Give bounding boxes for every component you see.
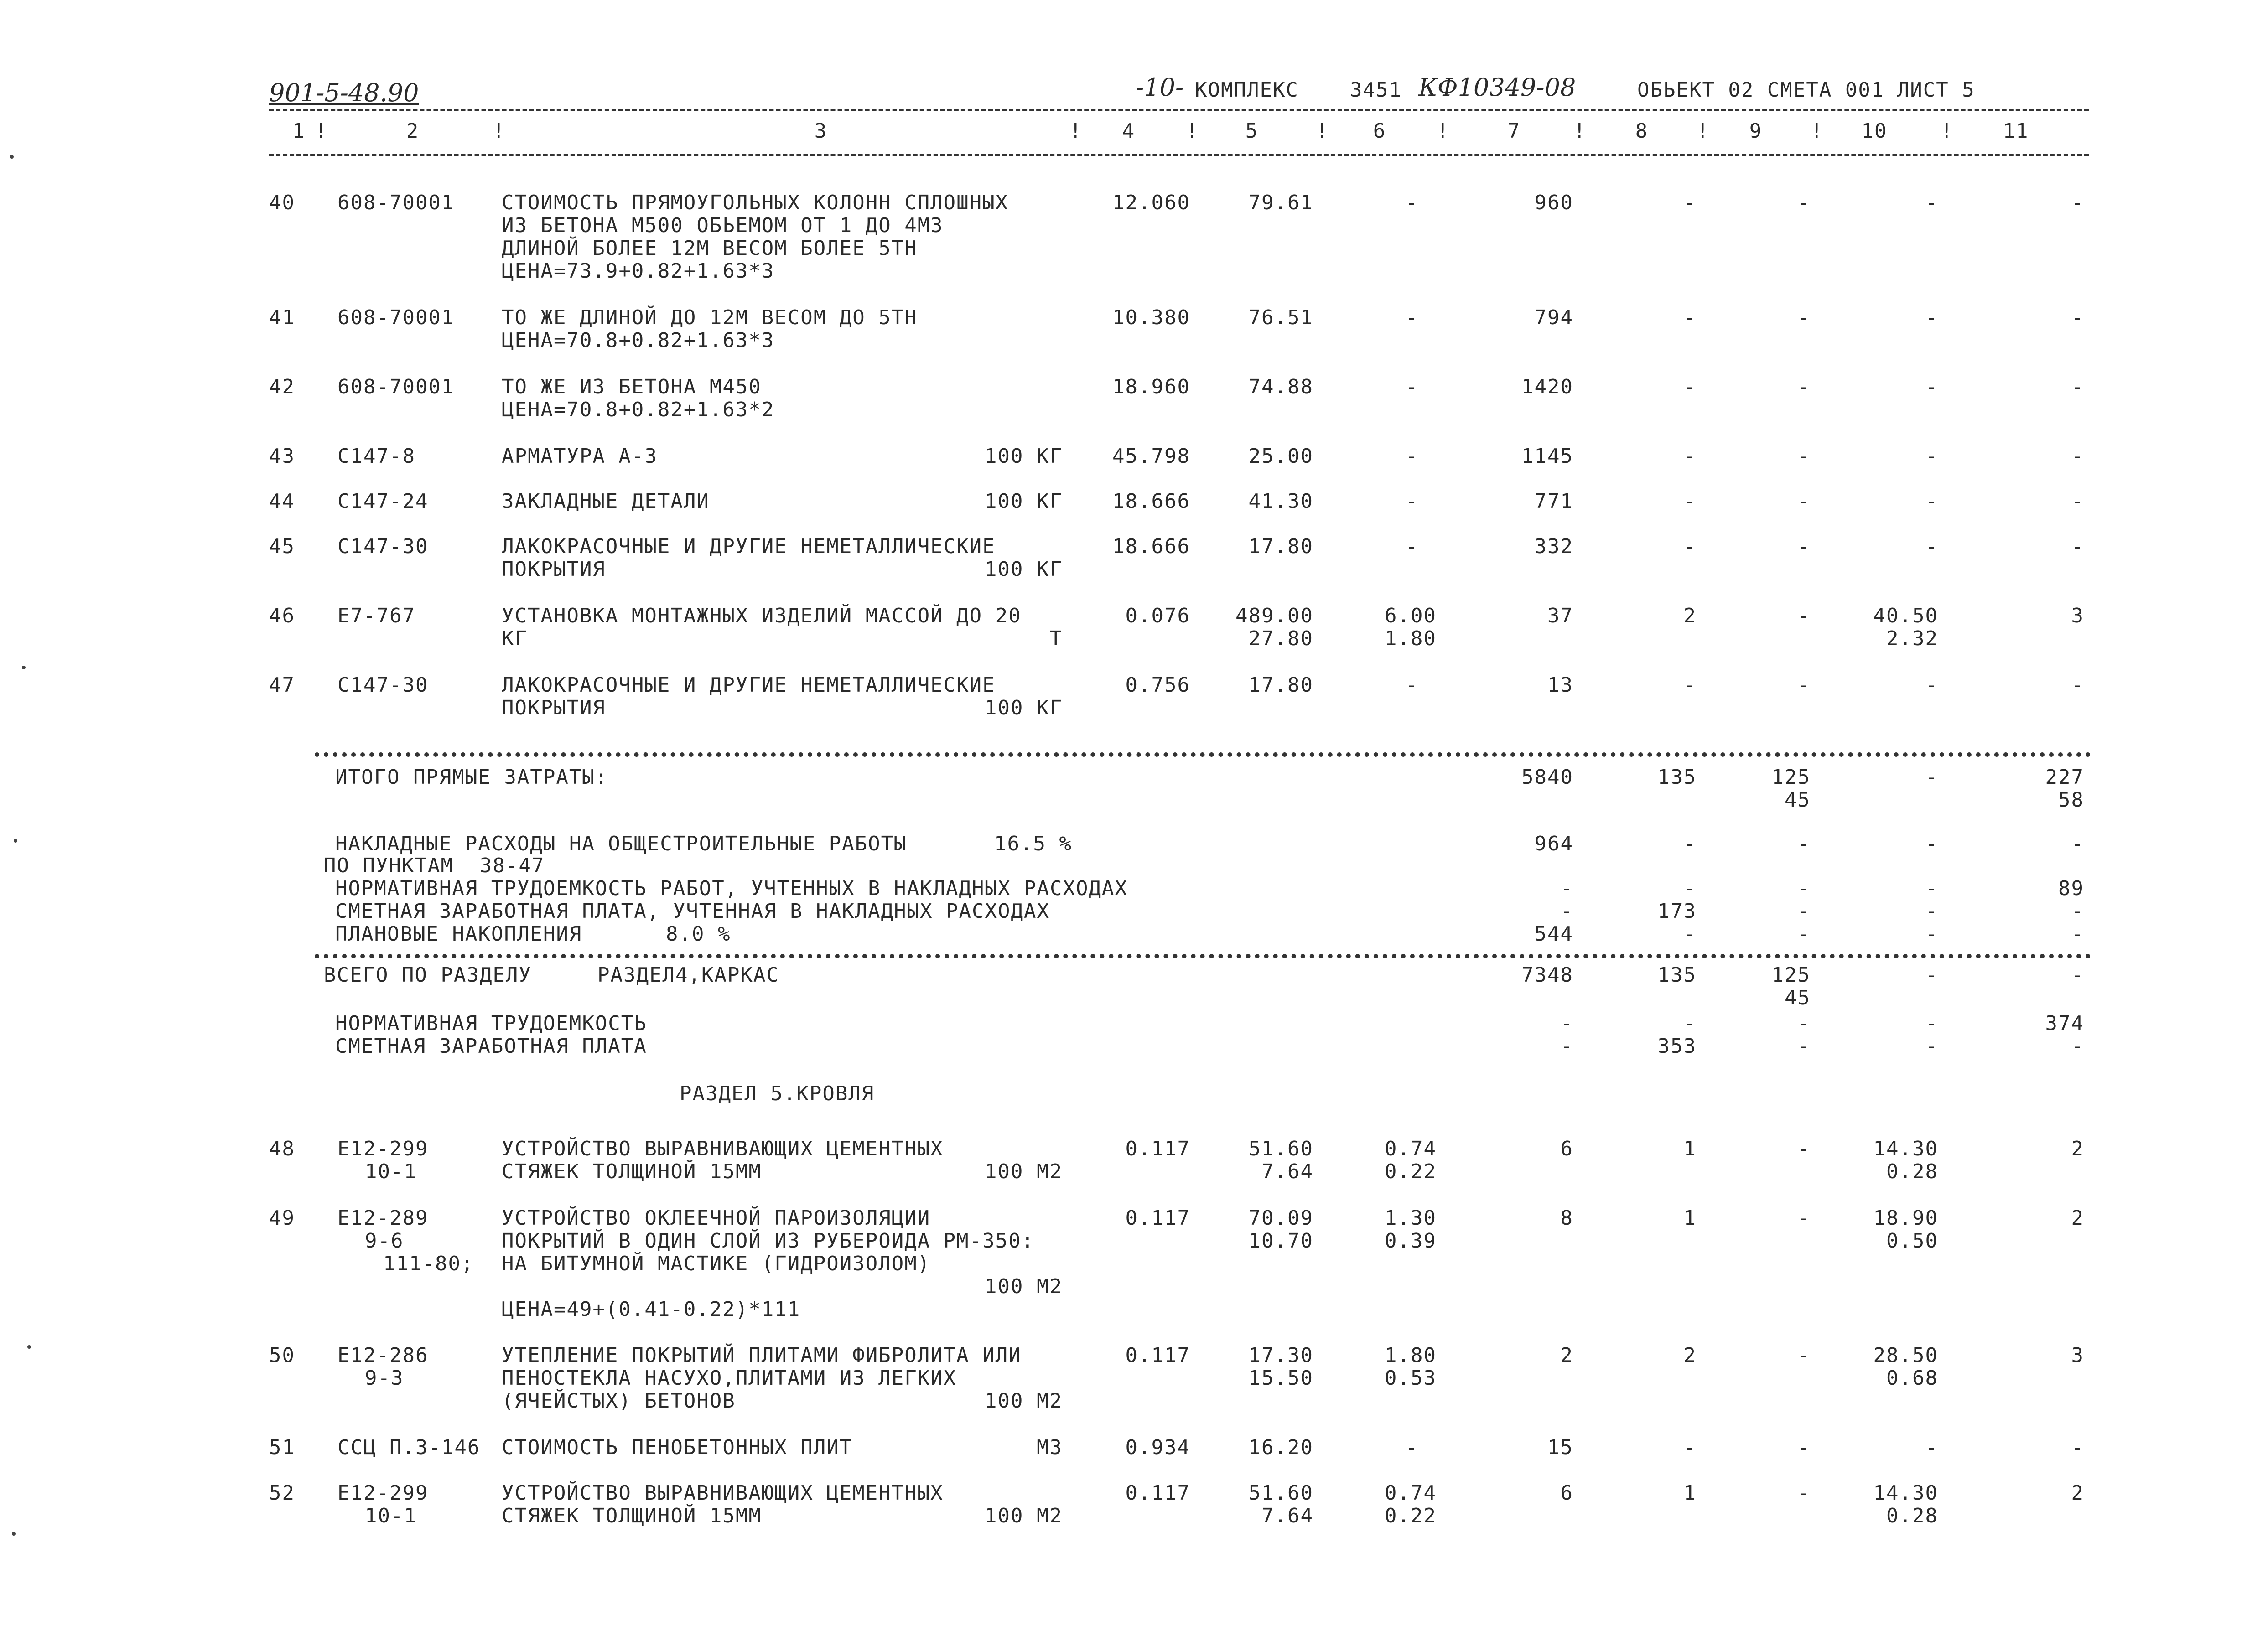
col4-quantity: 0.117 <box>1125 1206 1190 1230</box>
row-description: ИЗ БЕТОНА М500 ОБЬЕМОМ ОТ 1 ДО 4М3 <box>502 214 944 237</box>
row-code: 608-70001 <box>337 191 455 214</box>
row-unit: 100 М2 <box>985 1275 1063 1298</box>
col8-value: 1 <box>1683 1481 1697 1505</box>
col6-value: 0.39 <box>1385 1229 1437 1253</box>
col11-value: - <box>2071 490 2084 513</box>
col9-value: - <box>1797 1137 1811 1160</box>
col10-value: 0.50 <box>1886 1229 1938 1253</box>
col7-total: 332 <box>1534 535 1573 558</box>
row-description: АРМАТУРА А-3 <box>502 445 658 468</box>
row-number: 44 <box>269 490 295 513</box>
row-description: ЦЕНА=73.9+0.82+1.63*3 <box>502 259 775 283</box>
overhead-percent: 16.5 % <box>994 832 1072 855</box>
doc-code-handwritten: КФ10349-08 <box>1418 73 1576 102</box>
col4-quantity: 0.117 <box>1125 1344 1190 1367</box>
column-number: 9 <box>1749 119 1763 143</box>
col5-price: 41.30 <box>1248 490 1313 513</box>
col5-price: 16.20 <box>1248 1436 1313 1459</box>
total-c11: - <box>2071 1035 2084 1058</box>
col5-price: 7.64 <box>1261 1160 1313 1183</box>
row-number: 50 <box>269 1344 295 1367</box>
row-description: ПЕНОСТЕКЛА НАСУХО,ПЛИТАМИ ИЗ ЛЕГКИХ <box>502 1367 957 1390</box>
row-number: 52 <box>269 1481 295 1505</box>
norm-labor-overhead-label: НОРМАТИВНАЯ ТРУДОЕМКОСТЬ РАБОТ, УЧТЕННЫХ В НАКЛАДНЫХ РАСХОДАХ <box>335 877 1128 900</box>
total-c8: 353 <box>1657 1035 1697 1058</box>
row-description: УСТРОЙСТВО ВЫРАВНИВАЮЩИХ ЦЕМЕНТНЫХ <box>502 1137 944 1160</box>
row-unit: М3 <box>1037 1436 1063 1459</box>
header-divider-top <box>269 109 2089 111</box>
total-c7: - <box>1560 1035 1573 1058</box>
col6-value: 0.53 <box>1385 1367 1437 1390</box>
col8-value: - <box>1683 535 1697 558</box>
column-separator: ! <box>1316 119 1329 143</box>
col9-value: - <box>1797 535 1811 558</box>
row-code: 111-80; <box>383 1252 474 1275</box>
total-c9: 125 <box>1771 963 1811 987</box>
total-c10: - <box>1925 963 1938 987</box>
col7-total: 960 <box>1534 191 1573 214</box>
col8-value: 2 <box>1683 604 1697 627</box>
object-estimate-sheet: ОБЬЕКТ 02 СМЕТА 001 ЛИСТ 5 <box>1637 78 1975 102</box>
col10-value: 0.68 <box>1886 1367 1938 1390</box>
total-c9: - <box>1797 877 1811 900</box>
col4-quantity: 18.666 <box>1112 535 1190 558</box>
row-code: ССЦ П.3-146 <box>337 1436 481 1459</box>
total-c10: - <box>1925 766 1938 789</box>
section-total-name: РАЗДЕЛ4,КАРКАС <box>597 963 779 987</box>
row-number: 48 <box>269 1137 295 1160</box>
total-c10: - <box>1925 922 1938 946</box>
total-c8: - <box>1683 1012 1697 1035</box>
total-c11: 58 <box>2058 788 2084 812</box>
col11-value: 3 <box>2071 604 2084 627</box>
col4-quantity: 18.666 <box>1112 490 1190 513</box>
col8-value: - <box>1683 1436 1697 1459</box>
column-separator: ! <box>1069 119 1083 143</box>
total-c7: 5840 <box>1521 766 1573 789</box>
section-total-dotted-divider <box>315 954 2091 958</box>
row-unit: 100 М2 <box>985 1504 1063 1527</box>
col9-value: - <box>1797 1206 1811 1230</box>
column-number: 7 <box>1507 119 1521 143</box>
col5-price: 7.64 <box>1261 1504 1313 1527</box>
col9-value: - <box>1797 375 1811 399</box>
col10-value: 0.28 <box>1886 1504 1938 1527</box>
row-description: УСТРОЙСТВО ВЫРАВНИВАЮЩИХ ЦЕМЕНТНЫХ <box>502 1481 944 1505</box>
row-code: С147-30 <box>337 535 429 558</box>
col7-total: 37 <box>1547 604 1573 627</box>
col11-value: - <box>2071 306 2084 329</box>
row-number: 47 <box>269 673 295 697</box>
total-c7: 544 <box>1534 922 1573 946</box>
col11-value: - <box>2071 535 2084 558</box>
col6-value: 0.22 <box>1385 1160 1437 1183</box>
col11-value: 3 <box>2071 1344 2084 1367</box>
row-number: 45 <box>269 535 295 558</box>
scan-speck <box>10 155 14 159</box>
column-separator: ! <box>493 119 506 143</box>
row-description: ДЛИНОЙ БОЛЕЕ 12М ВЕСОМ БОЛЕЕ 5ТН <box>502 237 918 260</box>
complex-label: КОМПЛЕКС <box>1195 78 1299 102</box>
column-number: 6 <box>1373 119 1386 143</box>
column-separator: ! <box>1697 119 1710 143</box>
total-c9: 45 <box>1785 986 1811 1010</box>
by-items-label: ПО ПУНКТАМ 38-47 <box>324 854 545 877</box>
col4-quantity: 0.934 <box>1125 1436 1190 1459</box>
total-c9: 125 <box>1771 766 1811 789</box>
col5-price: 15.50 <box>1248 1367 1313 1390</box>
col5-price: 27.80 <box>1248 627 1313 650</box>
col10-value: 40.50 <box>1873 604 1938 627</box>
total-c10: - <box>1925 1012 1938 1035</box>
col10-value: - <box>1925 191 1938 214</box>
col11-value: - <box>2071 375 2084 399</box>
col4-quantity: 0.117 <box>1125 1137 1190 1160</box>
col6-value: - <box>1405 535 1418 558</box>
col7-total: 2 <box>1560 1344 1573 1367</box>
row-description: ЛАКОКРАСОЧНЫЕ И ДРУГИЕ НЕМЕТАЛЛИЧЕСКИЕ <box>502 673 996 697</box>
row-description: УТЕПЛЕНИЕ ПОКРЫТИЙ ПЛИТАМИ ФИБРОЛИТА ИЛИ <box>502 1344 1022 1367</box>
col5-price: 51.60 <box>1248 1137 1313 1160</box>
col5-price: 17.80 <box>1248 535 1313 558</box>
total-c10: - <box>1925 877 1938 900</box>
col8-value: - <box>1683 445 1697 468</box>
row-description: УСТРОЙСТВО ОКЛЕЕЧНОЙ ПАРОИЗОЛЯЦИИ <box>502 1206 931 1230</box>
col6-value: 1.30 <box>1385 1206 1437 1230</box>
col5-price: 51.60 <box>1248 1481 1313 1505</box>
col8-value: - <box>1683 375 1697 399</box>
row-number: 42 <box>269 375 295 399</box>
col10-value: - <box>1925 673 1938 697</box>
col7-total: 15 <box>1547 1436 1573 1459</box>
header-divider-bottom <box>269 154 2089 156</box>
row-unit: 100 М2 <box>985 1389 1063 1413</box>
column-number: 1 <box>292 119 306 143</box>
col10-value: - <box>1925 1436 1938 1459</box>
col7-total: 1420 <box>1521 375 1573 399</box>
col5-price: 17.30 <box>1248 1344 1313 1367</box>
row-number: 51 <box>269 1436 295 1459</box>
col11-value: - <box>2071 191 2084 214</box>
col9-value: - <box>1797 306 1811 329</box>
row-description: ЦЕНА=70.8+0.82+1.63*3 <box>502 329 775 352</box>
row-code: 9-3 <box>365 1367 404 1390</box>
totals-dotted-divider <box>315 752 2091 757</box>
row-code: Е12-299 <box>337 1481 429 1505</box>
total-c8: - <box>1683 877 1697 900</box>
total-c9: - <box>1797 1035 1811 1058</box>
scan-speck <box>22 666 26 669</box>
row-description: ЦЕНА=70.8+0.82+1.63*2 <box>502 398 775 421</box>
total-c11: - <box>2071 900 2084 923</box>
row-description: СТОИМОСТЬ ПЕНОБЕТОННЫХ ПЛИТ <box>502 1436 853 1459</box>
row-description: НА БИТУМНОЙ МАСТИКЕ (ГИДРОИЗОЛОМ) <box>502 1252 931 1275</box>
col7-total: 794 <box>1534 306 1573 329</box>
row-description: ТО ЖЕ ДЛИНОЙ ДО 12М ВЕСОМ ДО 5ТН <box>502 306 918 329</box>
scan-speck <box>27 1345 31 1349</box>
total-c10: - <box>1925 1035 1938 1058</box>
total-c7: 7348 <box>1521 963 1573 987</box>
col6-value: - <box>1405 375 1418 399</box>
col5-price: 74.88 <box>1248 375 1313 399</box>
total-c8: - <box>1683 922 1697 946</box>
section5-title: РАЗДЕЛ 5.КРОВЛЯ <box>680 1082 875 1105</box>
row-unit: 100 КГ <box>985 558 1063 581</box>
row-description: УСТАНОВКА МОНТАЖНЫХ ИЗДЕЛИЙ МАССОЙ ДО 20 <box>502 604 1022 627</box>
total-c11: 227 <box>2045 766 2084 789</box>
col5-price: 25.00 <box>1248 445 1313 468</box>
col6-value: 0.74 <box>1385 1481 1437 1505</box>
col4-quantity: 10.380 <box>1112 306 1190 329</box>
total-c9: - <box>1797 922 1811 946</box>
row-code: Е12-289 <box>337 1206 429 1230</box>
total-c11: - <box>2071 922 2084 946</box>
col4-quantity: 18.960 <box>1112 375 1190 399</box>
col6-value: - <box>1405 673 1418 697</box>
col5-price: 489.00 <box>1235 604 1313 627</box>
col7-total: 771 <box>1534 490 1573 513</box>
col10-value: 14.30 <box>1873 1481 1938 1505</box>
col9-value: - <box>1797 191 1811 214</box>
row-unit: 100 КГ <box>985 445 1063 468</box>
column-separator: ! <box>1811 119 1824 143</box>
complex-number: 3451 <box>1350 78 1402 102</box>
total-c11: - <box>2071 963 2084 987</box>
row-code: С147-30 <box>337 673 429 697</box>
row-unit: 100 КГ <box>985 696 1063 720</box>
col9-value: - <box>1797 1436 1811 1459</box>
total-c9: - <box>1797 832 1811 855</box>
section-wage-label: СМЕТНАЯ ЗАРАБОТНАЯ ПЛАТА <box>335 1035 647 1058</box>
col4-quantity: 0.117 <box>1125 1481 1190 1505</box>
total-c11: 89 <box>2058 877 2084 900</box>
col11-value: 2 <box>2071 1137 2084 1160</box>
row-number: 49 <box>269 1206 295 1230</box>
row-code: Е12-299 <box>337 1137 429 1160</box>
col10-value: 0.28 <box>1886 1160 1938 1183</box>
col6-value: - <box>1405 490 1418 513</box>
row-unit: 100 М2 <box>985 1160 1063 1183</box>
total-c11: 374 <box>2045 1012 2084 1035</box>
total-c8: 173 <box>1657 900 1697 923</box>
row-description: ПОКРЫТИЯ <box>502 558 606 581</box>
row-description: ЛАКОКРАСОЧНЫЕ И ДРУГИЕ НЕМЕТАЛЛИЧЕСКИЕ <box>502 535 996 558</box>
doc-handwritten-code: 901-5-48.90 <box>269 78 419 107</box>
column-separator: ! <box>1186 119 1199 143</box>
col11-value: 2 <box>2071 1206 2084 1230</box>
row-code: Е12-286 <box>337 1344 429 1367</box>
col5-price: 17.80 <box>1248 673 1313 697</box>
total-c7: 964 <box>1534 832 1573 855</box>
col6-value: - <box>1405 1436 1418 1459</box>
col8-value: - <box>1683 490 1697 513</box>
planned-savings-label: ПЛАНОВЫЕ НАКОПЛЕНИЯ <box>335 922 582 946</box>
row-code: 608-70001 <box>337 306 455 329</box>
col11-value: - <box>2071 1436 2084 1459</box>
col4-quantity: 12.060 <box>1112 191 1190 214</box>
row-number: 46 <box>269 604 295 627</box>
col5-price: 79.61 <box>1248 191 1313 214</box>
row-unit: 100 КГ <box>985 490 1063 513</box>
column-number: 3 <box>814 119 828 143</box>
total-c9: - <box>1797 1012 1811 1035</box>
row-code: С147-8 <box>337 445 415 468</box>
col8-value: - <box>1683 191 1697 214</box>
column-separator: ! <box>315 119 328 143</box>
column-number: 2 <box>406 119 420 143</box>
col6-value: 1.80 <box>1385 627 1437 650</box>
col8-value: - <box>1683 673 1697 697</box>
direct-costs-label: ИТОГО ПРЯМЫЕ ЗАТРАТЫ: <box>335 766 608 789</box>
col9-value: - <box>1797 1481 1811 1505</box>
col9-value: - <box>1797 1344 1811 1367</box>
col10-value: - <box>1925 490 1938 513</box>
row-description: ПОКРЫТИЯ <box>502 696 606 720</box>
total-c8: 135 <box>1657 963 1697 987</box>
row-number: 40 <box>269 191 295 214</box>
planned-savings-percent: 8.0 % <box>666 922 731 946</box>
column-number: 5 <box>1245 119 1259 143</box>
col10-value: - <box>1925 445 1938 468</box>
column-number: 4 <box>1122 119 1136 143</box>
total-c10: - <box>1925 900 1938 923</box>
total-c8: 135 <box>1657 766 1697 789</box>
page-number: -10- <box>1136 73 1184 102</box>
row-description: СТЯЖЕК ТОЛЩИНОЙ 15ММ <box>502 1504 762 1527</box>
col10-value: 18.90 <box>1873 1206 1938 1230</box>
col6-value: 6.00 <box>1385 604 1437 627</box>
col10-value: - <box>1925 375 1938 399</box>
col5-price: 70.09 <box>1248 1206 1313 1230</box>
row-description: (ЯЧЕЙСТЫХ) БЕТОНОВ <box>502 1389 736 1413</box>
row-code: 9-6 <box>365 1229 404 1253</box>
col8-value: - <box>1683 306 1697 329</box>
row-description: ЗАКЛАДНЫЕ ДЕТАЛИ <box>502 490 710 513</box>
col4-quantity: 0.756 <box>1125 673 1190 697</box>
col5-price: 76.51 <box>1248 306 1313 329</box>
column-number: 10 <box>1861 119 1888 143</box>
row-description: СТОИМОСТЬ ПРЯМОУГОЛЬНЫХ КОЛОНН СПЛОШНЫХ <box>502 191 1009 214</box>
col10-value: 2.32 <box>1886 627 1938 650</box>
col6-value: 0.74 <box>1385 1137 1437 1160</box>
col10-value: 28.50 <box>1873 1344 1938 1367</box>
row-unit: Т <box>1049 627 1063 650</box>
col10-value: - <box>1925 306 1938 329</box>
column-number: 8 <box>1635 119 1649 143</box>
total-c10: - <box>1925 832 1938 855</box>
section-norm-labor-label: НОРМАТИВНАЯ ТРУДОЕМКОСТЬ <box>335 1012 647 1035</box>
col6-value: 1.80 <box>1385 1344 1437 1367</box>
total-c8: - <box>1683 832 1697 855</box>
column-separator: ! <box>1437 119 1450 143</box>
col7-total: 1145 <box>1521 445 1573 468</box>
total-c11: - <box>2071 832 2084 855</box>
col4-quantity: 45.798 <box>1112 445 1190 468</box>
col6-value: 0.22 <box>1385 1504 1437 1527</box>
col8-value: 1 <box>1683 1206 1697 1230</box>
column-number: 11 <box>2003 119 2029 143</box>
col5-price: 10.70 <box>1248 1229 1313 1253</box>
col10-value: 14.30 <box>1873 1137 1938 1160</box>
row-number: 41 <box>269 306 295 329</box>
scan-speck <box>12 1532 16 1536</box>
col9-value: - <box>1797 604 1811 627</box>
col6-value: - <box>1405 306 1418 329</box>
scan-speck <box>14 839 17 843</box>
row-description: ПОКРЫТИЙ В ОДИН СЛОЙ ИЗ РУБЕРОИДА РМ-350: <box>502 1229 1035 1253</box>
row-code: Е7-767 <box>337 604 415 627</box>
row-number: 43 <box>269 445 295 468</box>
col6-value: - <box>1405 445 1418 468</box>
col9-value: - <box>1797 445 1811 468</box>
col4-quantity: 0.076 <box>1125 604 1190 627</box>
col11-value: - <box>2071 445 2084 468</box>
total-c7: - <box>1560 900 1573 923</box>
row-description: ЦЕНА=49+(0.41-0.22)*111 <box>502 1298 801 1321</box>
overhead-label: НАКЛАДНЫЕ РАСХОДЫ НА ОБЩЕСТРОИТЕЛЬНЫЕ РАБОТЫ <box>335 832 907 855</box>
row-description: ТО ЖЕ ИЗ БЕТОНА М450 <box>502 375 762 399</box>
col11-value: - <box>2071 673 2084 697</box>
wage-overhead-label: СМЕТНАЯ ЗАРАБОТНАЯ ПЛАТА, УЧТЕННАЯ В НАКЛАДНЫХ РАСХОДАХ <box>335 900 1050 923</box>
total-c9: - <box>1797 900 1811 923</box>
column-separator: ! <box>1941 119 1954 143</box>
col9-value: - <box>1797 673 1811 697</box>
row-description: КГ <box>502 627 528 650</box>
row-code: 10-1 <box>365 1504 417 1527</box>
col10-value: - <box>1925 535 1938 558</box>
col6-value: - <box>1405 191 1418 214</box>
col9-value: - <box>1797 490 1811 513</box>
col7-total: 8 <box>1560 1206 1573 1230</box>
col7-total: 6 <box>1560 1481 1573 1505</box>
col11-value: 2 <box>2071 1481 2084 1505</box>
total-c7: - <box>1560 1012 1573 1035</box>
column-separator: ! <box>1573 119 1587 143</box>
section-total-label: ВСЕГО ПО РАЗДЕЛУ <box>324 963 532 987</box>
row-code: 10-1 <box>365 1160 417 1183</box>
row-code: С147-24 <box>337 490 429 513</box>
col7-total: 13 <box>1547 673 1573 697</box>
total-c9: 45 <box>1785 788 1811 812</box>
total-c7: - <box>1560 877 1573 900</box>
row-code: 608-70001 <box>337 375 455 399</box>
col7-total: 6 <box>1560 1137 1573 1160</box>
row-description: СТЯЖЕК ТОЛЩИНОЙ 15ММ <box>502 1160 762 1183</box>
col8-value: 1 <box>1683 1137 1697 1160</box>
col8-value: 2 <box>1683 1344 1697 1367</box>
